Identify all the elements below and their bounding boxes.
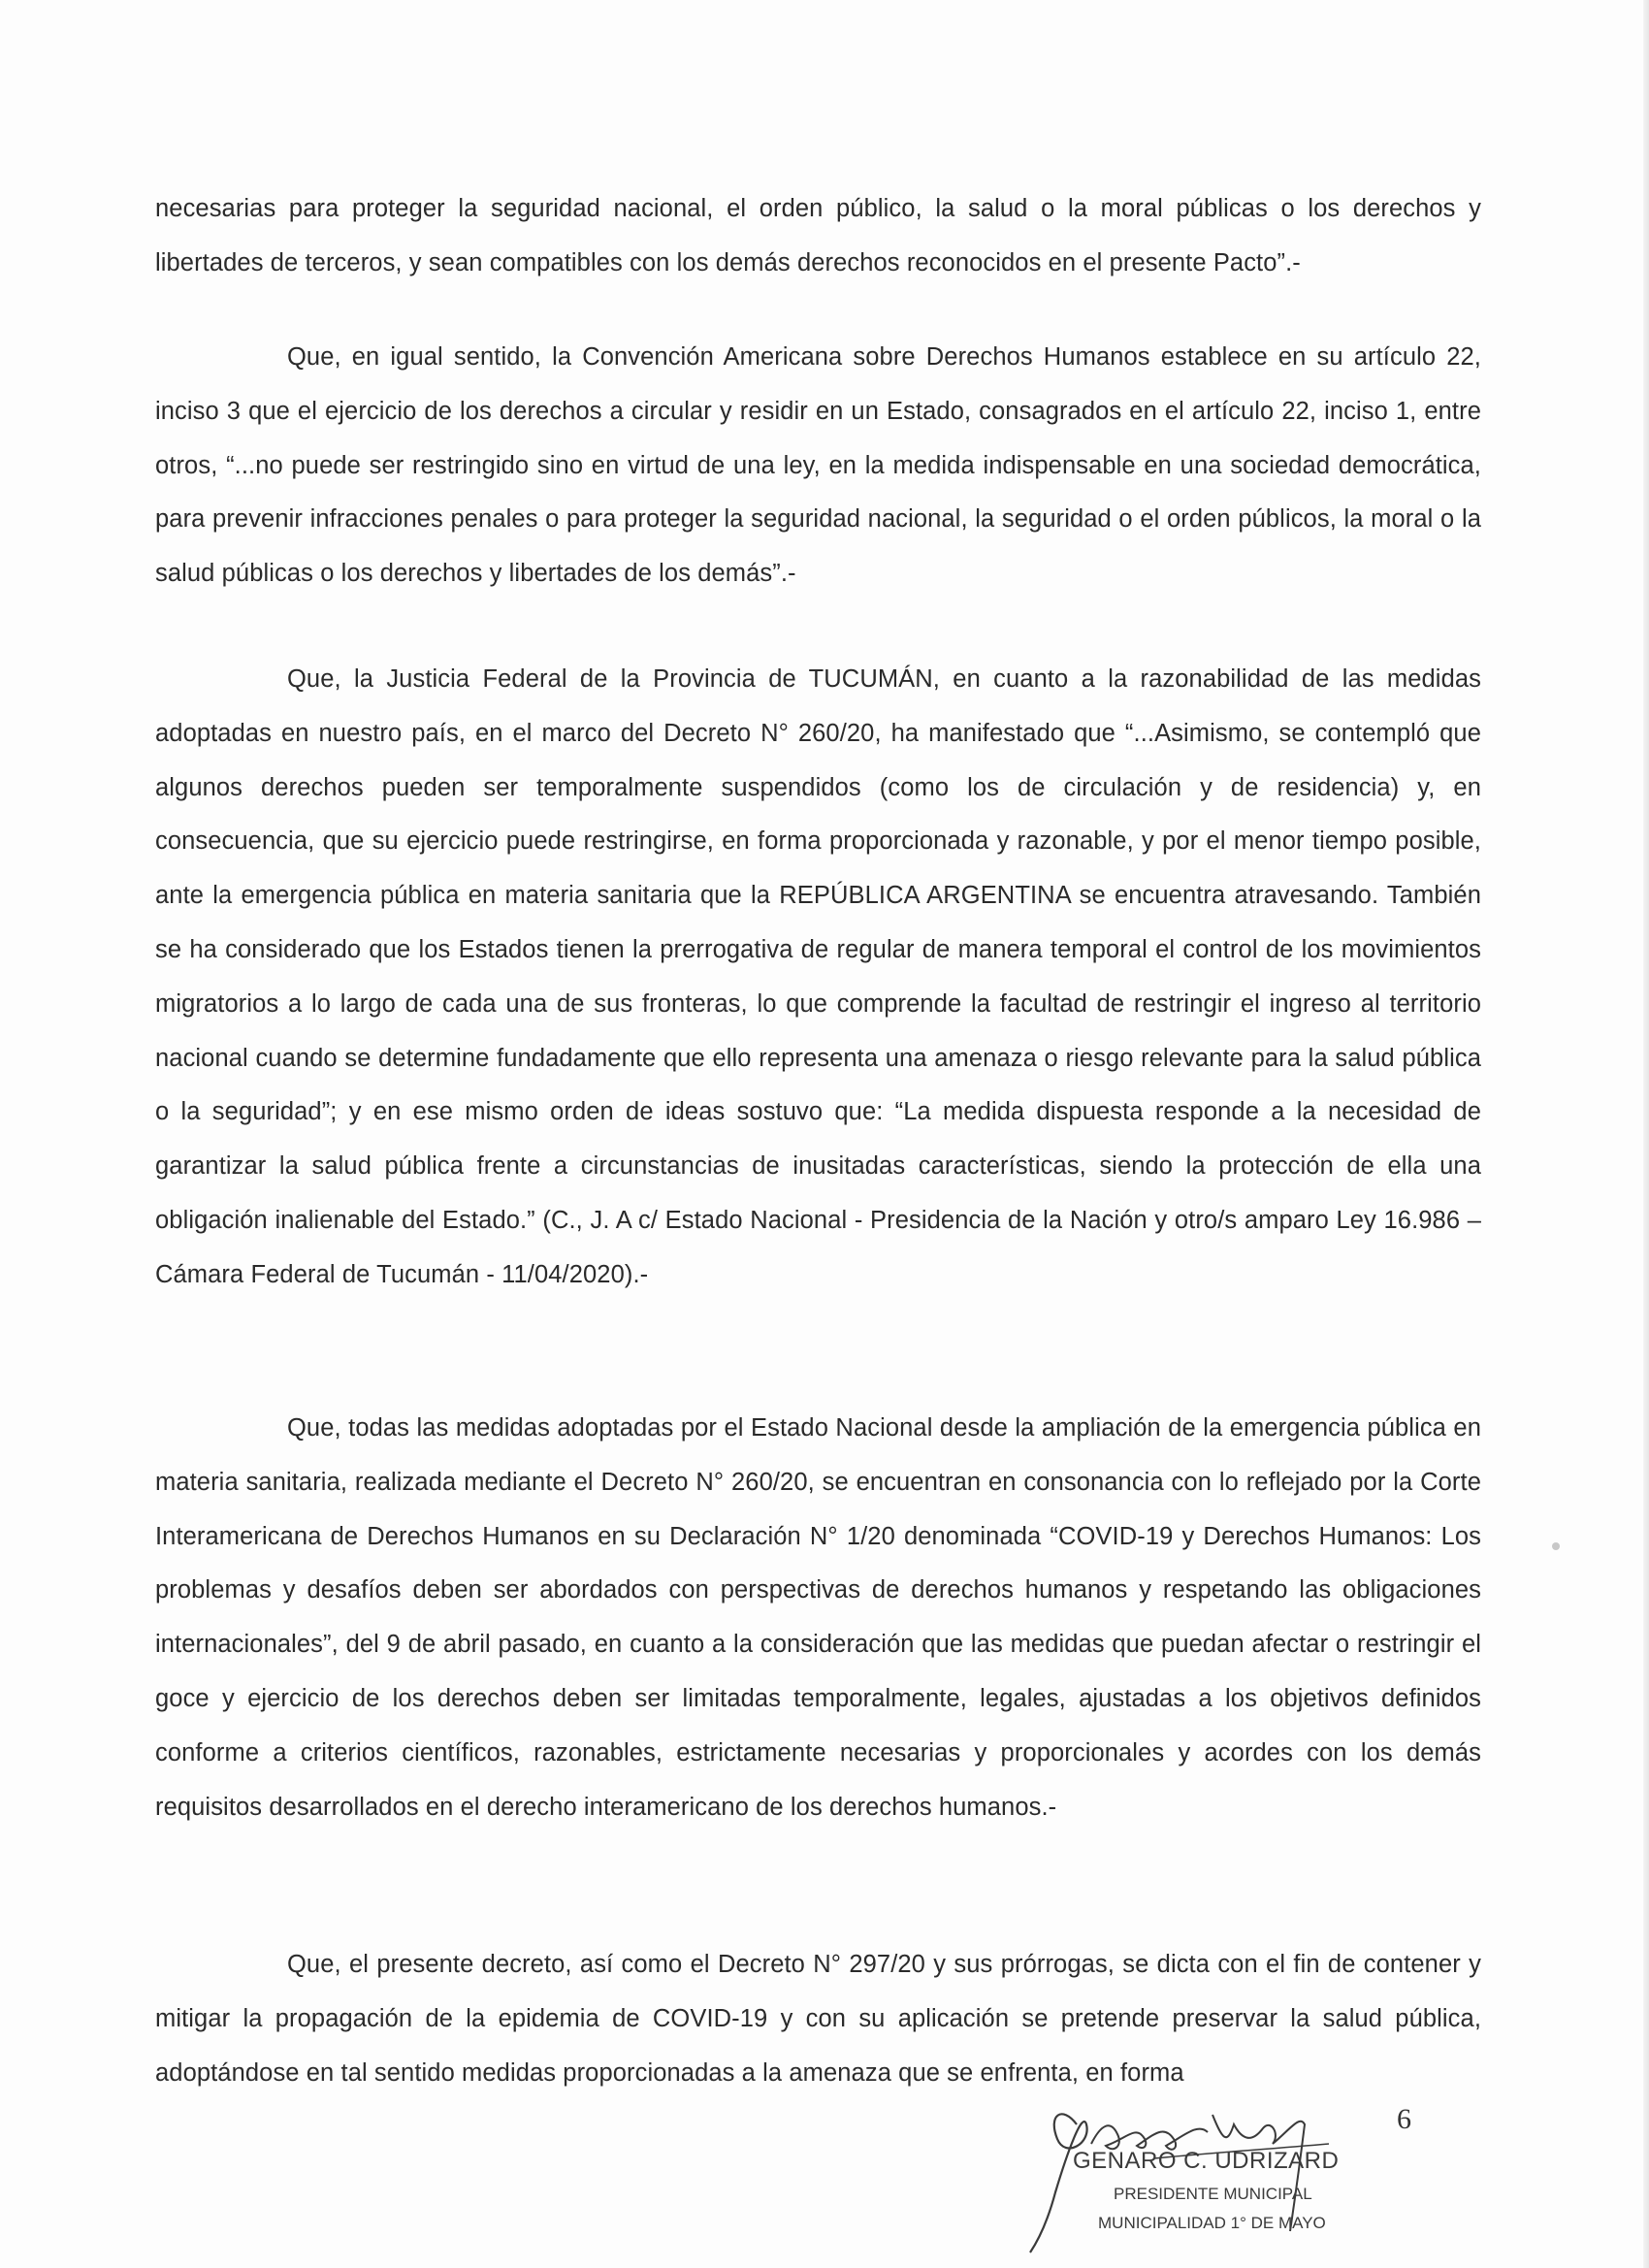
page-edge-shadow [1643,0,1649,2268]
stamp-organization: MUNICIPALIDAD 1° DE MAYO [1098,2214,1326,2232]
paragraph-4: Que, todas las medidas adoptadas por el Estado Nacional desde la ampliación de la emergencia pública en materia sanitaria, realizada mediante el Decreto N° 260/20, se encuentran en consonancia con lo reflejado por la Corte Interamericana de Derechos Humanos en su Declaración N° 1/20 denominada “COVID-19 y Derechos Humanos: Los problemas y desafíos deben ser abordados con perspectivas de derechos humanos y respetando las obligaciones internacionales”, del 9 de abril pasado, en cuanto a la consideración que las medidas que puedan afectar o restringir el goce y ejercicio de los derechos deben ser limitadas temporalmente, legales, ajustadas a los objetivos definidos conforme a criterios científicos, razonables, estrictamente necesarias y proporcionales y acordes con los demás requisitos desarrollados en el derecho interamericano de los derechos humanos.- [155,1414,1481,1821]
page-number: 6 [1397,2103,1411,2135]
paragraph-2: Que, en igual sentido, la Convención Americana sobre Derechos Humanos establece en su artículo 22, inciso 3 que el ejercicio de los derechos a circular y residir en un Estado, consagrados en el artículo 22, inciso 1, entre otros, “...no puede ser restringido sino en virtud de una ley, en la medida indispensable en una sociedad democrática, para prevenir infracciones penales o para proteger la seguridad nacional, la seguridad o el orden públicos, la moral o la salud públicas o los derechos y libertades de los demás”.- [155,343,1481,588]
paragraph-1: necesarias para proteger la seguridad nacional, el orden público, la salud o la moral públicas o los derechos y libertades de terceros, y sean compatibles con los demás derechos reconocidos en el presente Pacto”.- [155,195,1481,276]
paragraph-3: Que, la Justicia Federal de la Provincia de TUCUMÁN, en cuanto a la razonabilidad de las medidas adoptadas en nuestro país, en el marco del Decreto N° 260/20, ha manifestado que “...Asimismo, se contempló que algunos derechos pueden ser temporalmente suspendidos (como los de circulación y de residencia) y, en consecuencia, que su ejercicio puede restringirse, en forma proporcionada y razonable, y por el menor tiempo posible, ante la emergencia pública en materia sanitaria que la REPÚBLICA ARGENTINA se encuentra atravesando. También se ha considerado que los Estados tienen la prerrogativa de regular de manera temporal el control de los movimientos migratorios a lo largo de cada una de sus fronteras, lo que comprende la facultad de restringir el ingreso al territorio nacional cuando se determine fundadamente que ello representa una amenaza o riesgo relevante para la salud pública o la seguridad”; y en ese mismo orden de ideas sostuvo que: “La medida dispuesta responde a la necesidad de garantizar la salud pública frente a circunstancias de inusitadas características, siendo la protección de ella una obligación inalienable del Estado.” (C., J. A c/ Estado Nacional - Presidencia de la Nación y otro/s amparo Ley 16.986 – Cámara Federal de Tucumán - 11/04/2020).- [155,665,1481,1288]
stamp-title: PRESIDENTE MUNICIPAL [1114,2185,1312,2203]
paragraph-5: Que, el presente decreto, así como el Decreto N° 297/20 y sus prórrogas, se dicta con el fin de contener y mitigar la propagación de la epidemia de COVID-19 y con su aplicación se pretende preservar la salud pública, adoptándose en tal sentido medidas proporcionadas a la amenaza que se enfrenta, en forma [155,1951,1481,2087]
stamp-name: GENARO C. UDRIZARD [1073,2148,1340,2174]
scan-speck [1552,1542,1560,1550]
signature-stamp [1009,2086,1377,2260]
